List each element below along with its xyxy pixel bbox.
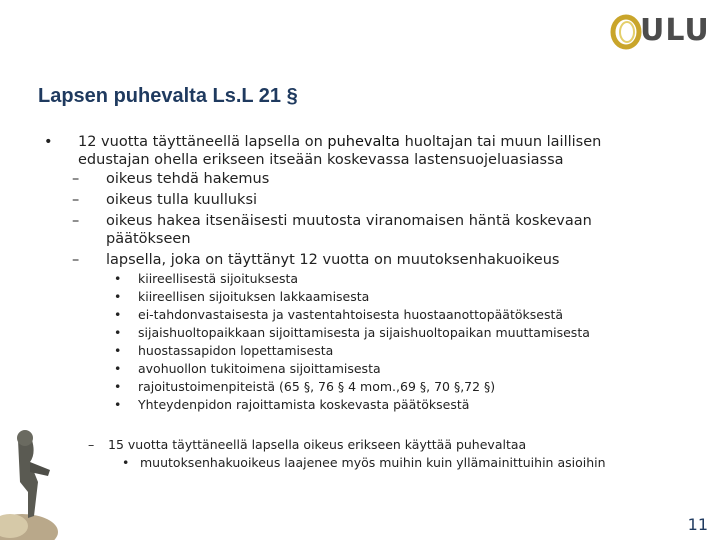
logo-text: ULU <box>640 13 710 48</box>
list-item: – lapsella, joka on täyttänyt 12 vuotta on muutoksenhakuoikeus <box>72 252 560 268</box>
main-text-line2: edustajan ohella erikseen itseään koskevassa lastensuojeluasiassa <box>78 152 564 168</box>
list-item: – oikeus hakea itsenäisesti muutosta viranomaisen häntä koskevaan päätökseen <box>72 213 592 247</box>
bullet-icon: • <box>114 307 122 322</box>
list-item: • huostassapidon lopettamisesta <box>114 343 334 358</box>
statue-figure-icon <box>0 400 80 540</box>
bullet-icon: • <box>114 289 122 304</box>
age15-item <box>88 436 688 454</box>
dash-icon: – <box>88 437 95 452</box>
bullet-icon: • <box>114 361 122 376</box>
sub-list <box>72 170 672 269</box>
bullet-icon: • <box>44 134 53 150</box>
list-item: • avohuollon tukitoimena sijoittamisesta <box>114 361 381 376</box>
bullet-icon: • <box>114 379 122 394</box>
main-bullet <box>44 133 684 169</box>
list-item: – oikeus tulla kuulluksi <box>72 192 258 208</box>
list-item: – 15 vuotta täyttäneellä lapsella oikeus erikseen käyttää puhevaltaa <box>88 437 527 452</box>
list-item: • kiireellisen sijoituksen lakkaamisesta <box>114 289 370 304</box>
age15-sub <box>122 454 682 472</box>
dash-icon: – <box>72 192 80 208</box>
list-item: • sijaishuoltopaikkaan sijoittamisesta ja sijaishuoltopaikan muuttamisesta <box>114 325 590 340</box>
dash-icon: – <box>72 171 80 187</box>
list-item: • muutoksenhakuoikeus laajenee myös muihin kuin yllämainittuihin asioihin <box>122 455 606 470</box>
main-keyword: puhevalta <box>327 134 400 150</box>
bullet-icon: • <box>122 455 130 470</box>
page-number: 11 <box>687 515 708 534</box>
list-item: • kiireellisestä sijoituksesta <box>114 271 299 286</box>
main-text-post: huoltajan tai muun laillisen <box>404 134 602 150</box>
logo-ring-inner-icon <box>620 22 634 42</box>
list-item: – oikeus tehdä hakemus <box>72 171 270 187</box>
bullet-icon: • <box>114 271 122 286</box>
bullet-icon: • <box>114 397 122 412</box>
bullet-icon: • <box>114 325 122 340</box>
list-item: • rajoitustoimenpiteistä (65 §, 76 § 4 mom.,69 §, 70 §,72 §) <box>114 379 496 394</box>
dash-icon: – <box>72 213 80 229</box>
main-text-pre: 12 vuotta täyttäneellä lapsella on <box>78 134 323 150</box>
list-item: • Yhteydenpidon rajoittamista koskevasta päätöksestä <box>114 397 470 412</box>
page-title: Lapsen puhevalta Ls.L 21 § <box>38 85 298 107</box>
list-item: • ei-tahdonvastaisesta ja vastentahtoisesta huostaanottopäätöksestä <box>114 307 564 322</box>
appeal-list <box>114 270 674 414</box>
bullet-icon: • <box>114 343 122 358</box>
dash-icon: – <box>72 252 80 268</box>
